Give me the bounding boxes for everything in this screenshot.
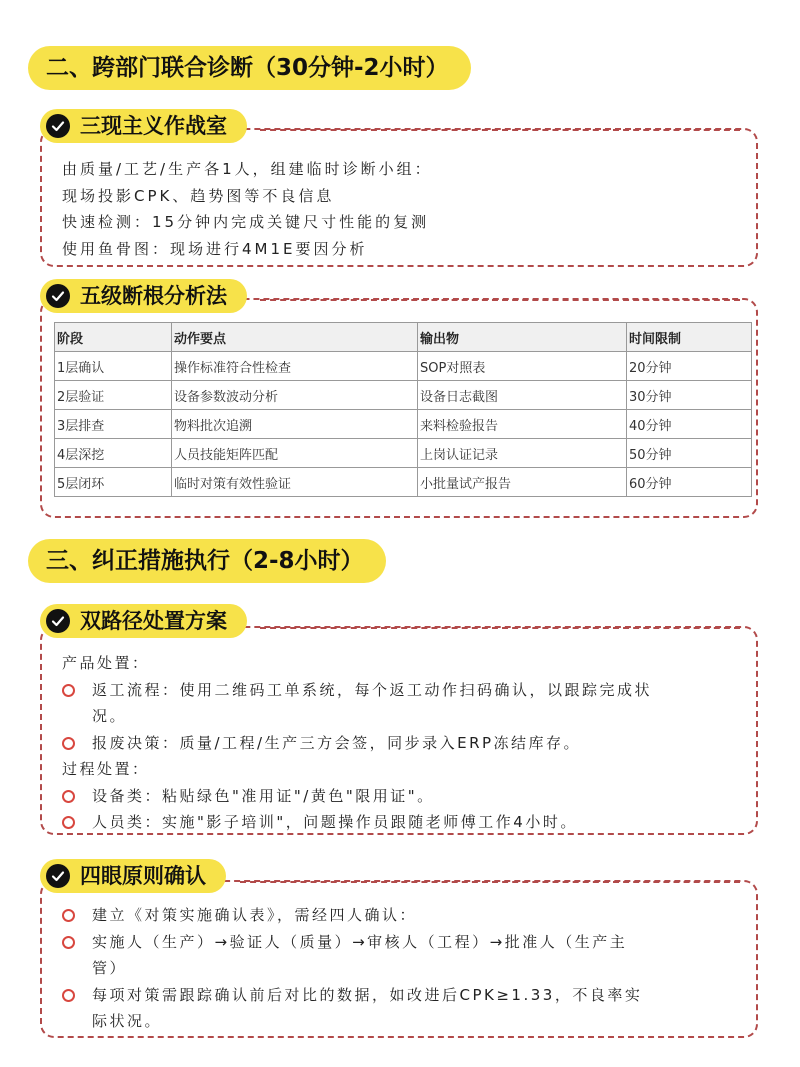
list-item-text: 建立《对策实施确认表》，需经四人确认：	[92, 906, 418, 924]
table-cell: 3层排查	[55, 410, 172, 439]
table-cell: 20分钟	[627, 352, 752, 381]
table-cell: 临时对策有效性验证	[172, 468, 418, 497]
bullet-ring-icon	[62, 684, 75, 697]
check-icon	[46, 609, 70, 633]
subheading-five-level	[40, 278, 247, 314]
subheading-war-room	[40, 108, 247, 144]
column-header: 阶段	[55, 323, 172, 352]
list-item-text: 际状况。	[92, 1012, 163, 1030]
list-item	[42, 809, 756, 836]
bullet-ring-icon	[62, 790, 75, 803]
table-row	[55, 352, 752, 381]
table-row	[55, 381, 752, 410]
list-item-text: 设备类：粘贴绿色"准用证"/黄色"限用证"。	[92, 786, 435, 805]
list-item-text: 返工流程：使用二维码工单系统，每个返工动作扫码确认，以跟踪完成状	[92, 680, 653, 699]
check-icon	[46, 114, 70, 138]
table-cell: 50分钟	[627, 439, 752, 468]
list-item	[42, 677, 756, 730]
war-room-line: 由质量/工艺/生产各1人，组建临时诊断小组：	[62, 160, 433, 178]
table-cell: 2层验证	[55, 381, 172, 410]
table-cell: 设备参数波动分析	[172, 381, 418, 410]
table-cell: 4层深挖	[55, 439, 172, 468]
check-icon	[46, 284, 70, 308]
bullet-ring-icon	[62, 989, 75, 1002]
war-room-line: 使用鱼骨图：现场进行4M1E要因分析	[62, 239, 368, 258]
list-item-text: 况。	[92, 707, 128, 725]
table-cell: 30分钟	[627, 381, 752, 410]
column-header: 输出物	[418, 323, 627, 352]
table-cell: 40分钟	[627, 410, 752, 439]
divider	[260, 129, 740, 131]
table-row	[55, 410, 752, 439]
subheading-four-eyes-label: 四眼原则确认	[80, 864, 206, 888]
bullet-ring-icon	[62, 737, 75, 750]
process-disposal-label: 过程处置：	[62, 760, 150, 778]
section-title-diagnosis: 二、跨部门联合诊断（30分钟-2小时）	[28, 46, 471, 90]
list-item	[42, 783, 756, 810]
list-item	[42, 902, 756, 929]
bullet-ring-icon	[62, 816, 75, 829]
table-cell: SOP对照表	[418, 352, 627, 381]
list-item	[42, 982, 756, 1035]
table-cell: 物料批次追溯	[172, 410, 418, 439]
product-disposal-label: 产品处置：	[62, 654, 150, 672]
subheading-four-eyes	[40, 858, 226, 894]
table-header-row	[55, 323, 752, 352]
column-header: 时间限制	[627, 323, 752, 352]
table-cell: 5层闭环	[55, 468, 172, 497]
column-header: 动作要点	[172, 323, 418, 352]
bullet-ring-icon	[62, 909, 75, 922]
divider	[240, 881, 740, 883]
four-eyes-box	[40, 880, 758, 1038]
dual-path-box	[40, 626, 758, 835]
subheading-five-level-label: 五级断根分析法	[80, 284, 227, 308]
table-cell: 1层确认	[55, 352, 172, 381]
war-room-line: 现场投影CPK、趋势图等不良信息	[62, 186, 335, 205]
table-cell: 操作标准符合性检查	[172, 352, 418, 381]
list-item-text: 实施人（生产）→验证人（质量）→审核人（工程）→批准人（生产主	[92, 932, 628, 951]
table-row	[55, 468, 752, 497]
war-room-line: 快速检测：15分钟内完成关键尺寸性能的复测	[62, 213, 430, 231]
list-item-text: 人员类：实施"影子培训"，问题操作员跟随老师傅工作4小时。	[92, 813, 578, 831]
table-cell: 设备日志截图	[418, 381, 627, 410]
divider	[260, 299, 740, 301]
war-room-box	[40, 128, 758, 267]
list-item	[42, 730, 756, 757]
table-cell: 小批量试产报告	[418, 468, 627, 497]
check-icon	[46, 864, 70, 888]
bullet-ring-icon	[62, 936, 75, 949]
table-cell: 60分钟	[627, 468, 752, 497]
table-row	[55, 439, 752, 468]
subheading-dual-path-label: 双路径处置方案	[80, 609, 227, 633]
table-cell: 来料检验报告	[418, 410, 627, 439]
five-level-box	[40, 298, 758, 518]
analysis-table	[54, 322, 752, 497]
list-item-text: 报废决策：质量/工程/生产三方会签，同步录入ERP冻结库存。	[92, 733, 582, 752]
subheading-dual-path	[40, 603, 247, 639]
subheading-war-room-label: 三现主义作战室	[80, 114, 227, 138]
divider	[260, 627, 740, 629]
table-cell: 人员技能矩阵匹配	[172, 439, 418, 468]
list-item	[42, 929, 756, 982]
section-title-corrective: 三、纠正措施执行（2-8小时）	[28, 539, 386, 583]
list-item-text: 管）	[92, 959, 128, 977]
list-item-text: 每项对策需跟踪确认前后对比的数据，如改进后CPK≥1.33，不良率实	[92, 985, 643, 1004]
table-cell: 上岗认证记录	[418, 439, 627, 468]
